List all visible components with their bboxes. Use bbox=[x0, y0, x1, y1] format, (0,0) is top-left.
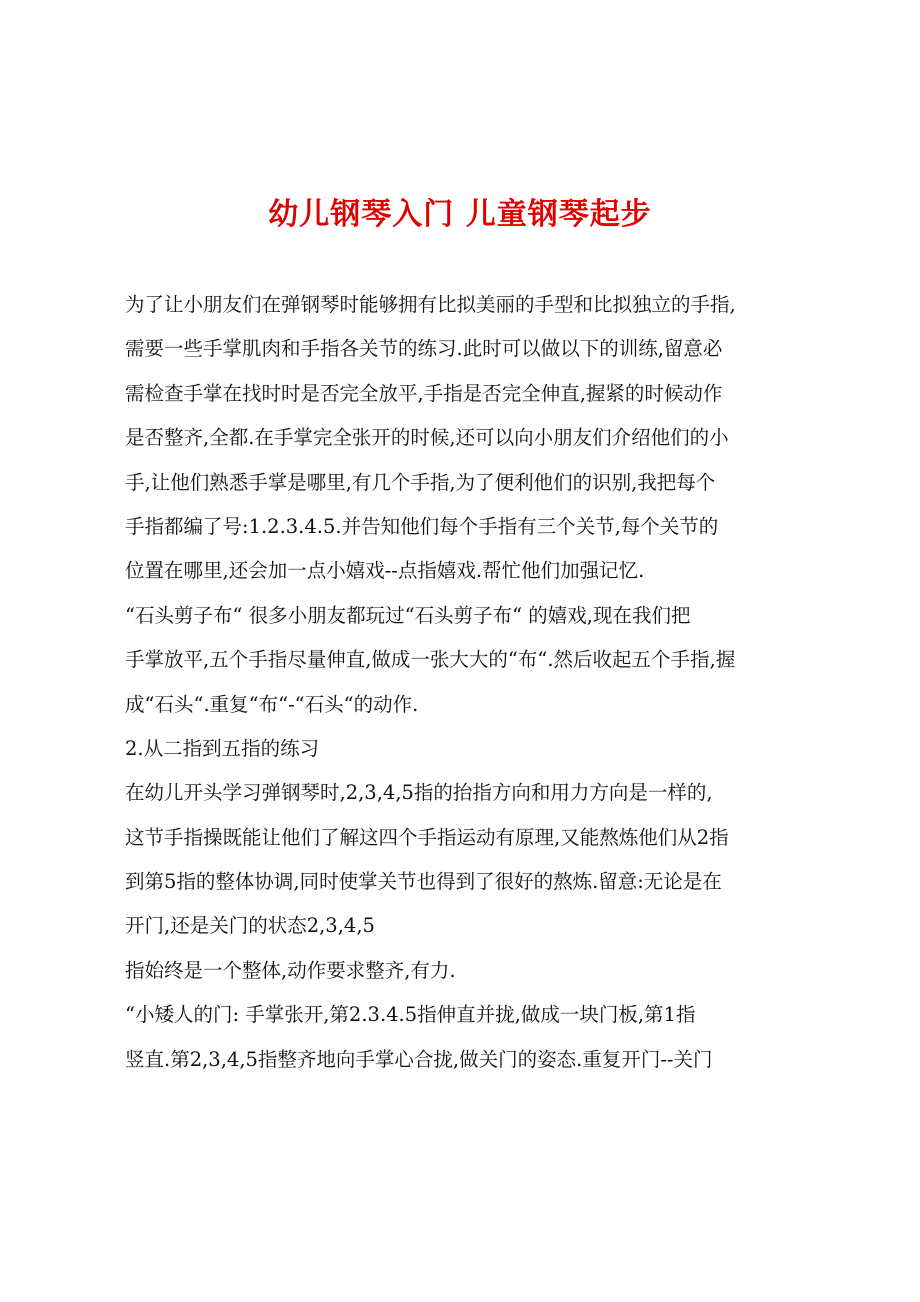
text-line: 到第5指的整体协调,同时使掌关节也得到了很好的熬炼.留意:无论是在 bbox=[125, 870, 722, 894]
text-line: 指始终是一个整体,动作要求整齐,有力. bbox=[125, 958, 456, 982]
body-text bbox=[125, 283, 865, 1082]
section-heading: 2.从二指到五指的练习 bbox=[125, 736, 320, 760]
text-line: “小矮人的门: 手掌张开,第2.3.4.5指伸直并拢,做成一块门板,第1指 bbox=[125, 1003, 696, 1027]
text-line: 在幼儿开头学习弹钢琴时,2,3,4,5指的抬指方向和用力方向是一样的, bbox=[125, 781, 713, 805]
text-line: 需检查手掌在找时时是否完全放平,手指是否完全伸直,握紧的时候动作 bbox=[125, 381, 723, 405]
text-line: 手,让他们熟悉手掌是哪里,有几个手指,为了便利他们的识别,我把每个 bbox=[125, 470, 716, 494]
text-line: 成“石头“.重复“布“-“石头“的动作. bbox=[125, 692, 419, 716]
text-line: 这节手指操既能让他们了解这四个手指运动有原理,又能熬炼他们从2指 bbox=[125, 825, 729, 849]
text-line: 是否整齐,全都.在手掌完全张开的时候,还可以向小朋友们介绍他们的小 bbox=[125, 426, 729, 450]
text-line: 开门,还是关门的状态2,3,4,5 bbox=[125, 914, 375, 938]
text-line: 手掌放平,五个手指尽量伸直,做成一张大大的“布“.然后收起五个手指,握 bbox=[125, 648, 736, 672]
text-line: 位置在哪里,还会加一点小嬉戏--点指嬉戏.帮忙他们加强记忆. bbox=[125, 559, 645, 583]
text-line: 需要一些手掌肌肉和手指各关节的练习.此时可以做以下的训练,留意必 bbox=[125, 337, 723, 361]
page-title: 幼儿钢琴入门 儿童钢琴起步 bbox=[268, 197, 652, 232]
text-line: 竖直.第2,3,4,5指整齐地向手掌心合拢,做关门的姿态.重复开门--关门 bbox=[125, 1047, 713, 1071]
text-line: 为了让小朋友们在弹钢琴时能够拥有比拟美丽的手型和比拟独立的手指, bbox=[125, 293, 736, 316]
text-line: 手指都编了号:1.2.3.4.5.并告知他们每个手指有三个关节,每个关节的 bbox=[125, 514, 719, 538]
text-line: “石头剪子布“ 很多小朋友都玩过“石头剪子布“ 的嬉戏,现在我们把 bbox=[125, 603, 691, 627]
